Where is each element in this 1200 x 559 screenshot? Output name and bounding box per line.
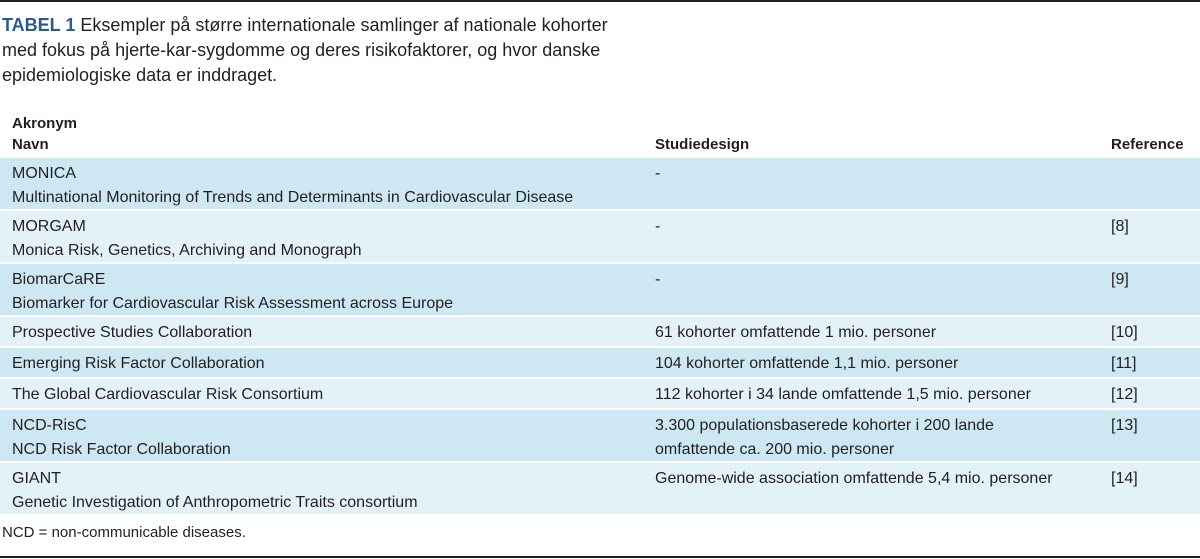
- caption-line-1: Eksempler på større internationale samlinger af nationale kohorter: [80, 15, 608, 35]
- table-caption: [2, 13, 722, 88]
- row-design: -: [655, 271, 661, 288]
- top-rule: [0, 0, 1200, 2]
- header-study-design: Studiedesign: [655, 136, 750, 153]
- table-row: [0, 348, 1200, 379]
- row-acronym: BiomarCaRE: [12, 271, 106, 288]
- row-design: -: [655, 218, 661, 235]
- row-reference: [13]: [1111, 417, 1138, 434]
- caption-label: TABEL 1: [2, 15, 76, 35]
- row-acronym: MONICA: [12, 165, 76, 182]
- row-name: Genetic Investigation of Anthropometric Traits consortium: [12, 494, 418, 511]
- row-reference: [10]: [1111, 324, 1138, 341]
- row-reference: [12]: [1111, 386, 1138, 403]
- row-design: -: [655, 165, 661, 182]
- row-name: Emerging Risk Factor Collaboration: [12, 355, 265, 372]
- row-design: 112 kohorter i 34 lande omfattende 1,5 mio. personer: [655, 386, 1031, 403]
- header-acronym: Akronym: [12, 115, 78, 132]
- table-footnote: NCD = non-communicable diseases.: [2, 524, 246, 541]
- row-name: Multinational Monitoring of Trends and Determinants in Cardiovascular Disease: [12, 189, 574, 206]
- table-row: [0, 264, 1200, 317]
- row-acronym: NCD-RisC: [12, 417, 87, 434]
- row-name: The Global Cardiovascular Risk Consortium: [12, 386, 324, 403]
- row-reference: [11]: [1111, 355, 1137, 372]
- row-design: 61 kohorter omfattende 1 mio. personer: [655, 324, 937, 341]
- table-header: [0, 111, 1200, 158]
- row-acronym: GIANT: [12, 470, 61, 487]
- row-name: Prospective Studies Collaboration: [12, 324, 253, 341]
- row-reference: [14]: [1111, 470, 1138, 487]
- cohort-table: [0, 111, 1200, 516]
- row-reference: [9]: [1111, 271, 1129, 288]
- row-name: Biomarker for Cardiovascular Risk Assessment across Europe: [12, 295, 454, 312]
- row-reference: [8]: [1111, 218, 1129, 235]
- row-name: NCD Risk Factor Collaboration: [12, 441, 231, 458]
- table-row: [0, 463, 1200, 516]
- table-row: [0, 379, 1200, 410]
- row-design-continued: omfattende ca. 200 mio. personer: [655, 441, 895, 458]
- table-row: [0, 158, 1200, 211]
- table-row: [0, 410, 1200, 463]
- row-design: Genome-wide association omfattende 5,4 mio. personer: [655, 470, 1053, 487]
- table-row: [0, 317, 1200, 348]
- caption-line-2: med fokus på hjerte-kar-sygdomme og deres risikofaktorer, og hvor danske: [2, 40, 601, 60]
- table-row: [0, 211, 1200, 264]
- row-acronym: MORGAM: [12, 218, 86, 235]
- row-design: 3.300 populationsbaserede kohorter i 200 lande: [655, 417, 994, 434]
- row-name: Monica Risk, Genetics, Archiving and Monograph: [12, 242, 362, 259]
- bottom-rule: [0, 556, 1200, 558]
- header-name: Navn: [12, 136, 49, 153]
- row-design: 104 kohorter omfattende 1,1 mio. personer: [655, 355, 959, 372]
- caption-line-3: epidemiologiske data er inddraget.: [2, 65, 278, 85]
- header-reference: Reference: [1111, 136, 1184, 153]
